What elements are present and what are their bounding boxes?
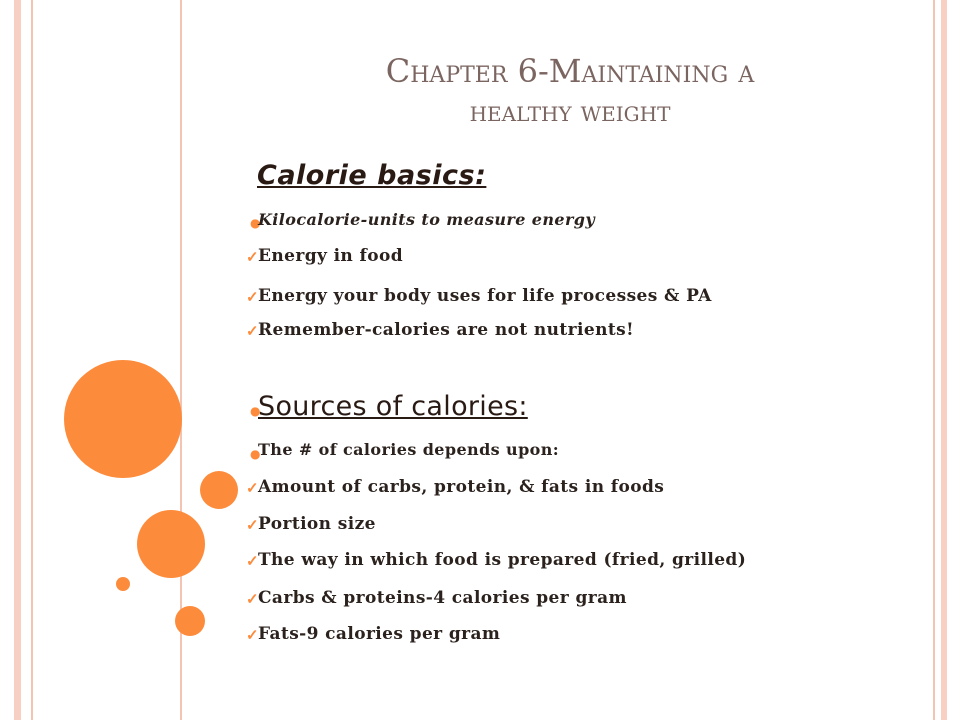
- list-item: Kilocalorie-units to measure energy: [258, 210, 596, 229]
- decorative-circle: [64, 360, 182, 478]
- decorative-line: [941, 0, 947, 720]
- list-item: Amount of carbs, protein, & fats in foods: [258, 477, 665, 497]
- slide-title-line-2: healthy weight: [469, 95, 671, 128]
- list-item: The way in which food is prepared (fried, grilled): [258, 550, 747, 570]
- list-item: Energy in food: [258, 246, 403, 266]
- decorative-line: [933, 0, 935, 720]
- checkmark-icon: ✓: [246, 552, 259, 570]
- decorative-line: [31, 0, 33, 720]
- checkmark-icon: ✓: [246, 626, 259, 644]
- dot-bullet-icon: ●: [250, 404, 261, 418]
- dot-bullet-icon: ●: [250, 216, 261, 230]
- list-item: Energy your body uses for life processes & PA: [258, 286, 712, 306]
- slide-title-line-1: Chapter 6-Maintaining a: [385, 52, 755, 90]
- section-heading-calorie-basics: Calorie basics:: [257, 160, 487, 191]
- section-heading-sources-of-calories: Sources of calories:: [258, 391, 528, 422]
- checkmark-icon: ✓: [246, 322, 259, 340]
- list-item: The # of calories depends upon:: [258, 440, 560, 459]
- decorative-circle: [137, 510, 205, 578]
- list-item: Remember-calories are not nutrients!: [258, 320, 634, 340]
- list-item: Fats-9 calories per gram: [258, 624, 501, 644]
- decorative-circle: [200, 471, 238, 509]
- decorative-circle: [175, 606, 205, 636]
- list-item: Portion size: [258, 514, 376, 534]
- list-item: Carbs & proteins-4 calories per gram: [258, 588, 627, 608]
- checkmark-icon: ✓: [246, 479, 259, 497]
- checkmark-icon: ✓: [246, 516, 259, 534]
- decorative-line: [14, 0, 21, 720]
- checkmark-icon: ✓: [246, 288, 259, 306]
- decorative-circle: [116, 577, 130, 591]
- dot-bullet-icon: ●: [250, 447, 261, 461]
- checkmark-icon: ✓: [246, 248, 259, 266]
- checkmark-icon: ✓: [246, 590, 259, 608]
